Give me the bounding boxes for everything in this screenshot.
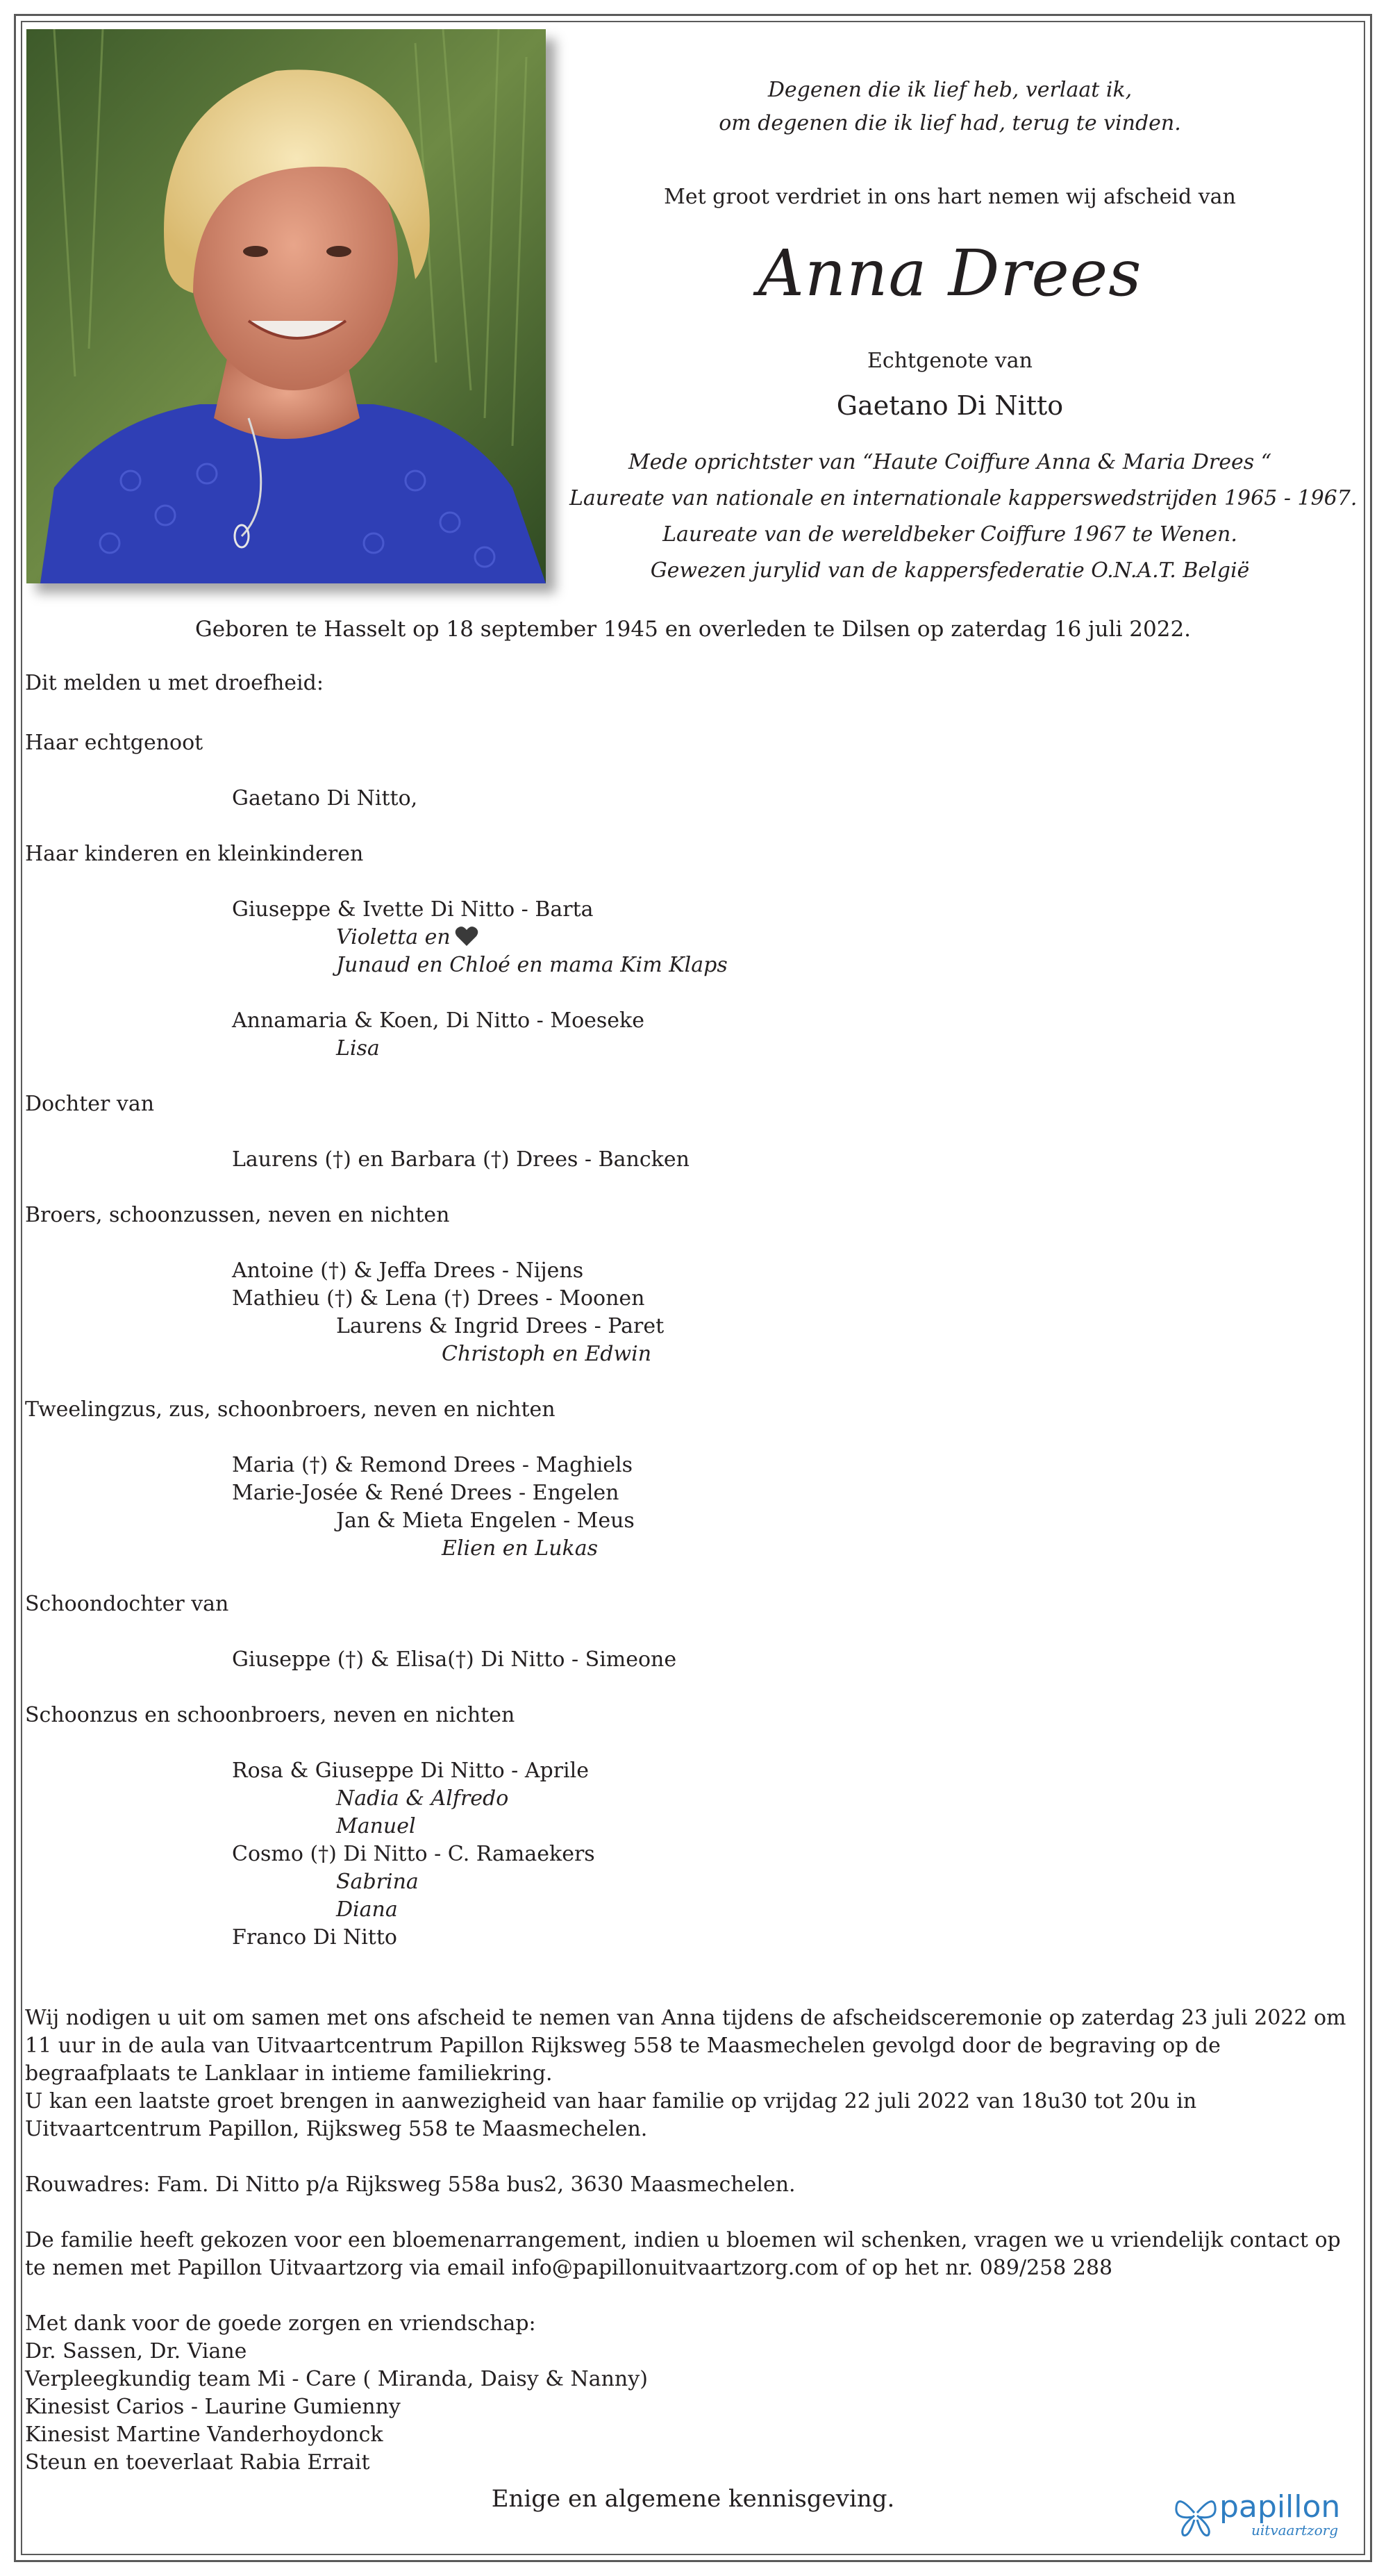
sibling-2-child: Laurens & Ingrid Drees - Paret <box>336 1314 665 1338</box>
sibling-2-grandchildren: Christoph en Edwin <box>442 1342 652 1366</box>
heart-icon <box>455 926 478 947</box>
closing-notice: Enige en algemene kennisgeving. <box>491 2485 895 2513</box>
visit-paragraph: U kan een laatste groet brengen in aanwezigheid van haar familie op vrijdag 22 juli 2022 van 18u30 tot 20u in Uitvaartcentrum Papillon, Rijksweg 558 te Maasmechelen. <box>25 2089 1197 2141</box>
logo-brand: papillon <box>1219 2489 1340 2525</box>
inlaws: Giuseppe (†) & Elisa(†) Di Nitto - Simeone <box>232 1647 677 1672</box>
bio-line-2: Laureate van nationale en internationale kapperswedstrijden 1965 - 1967. <box>569 486 1358 510</box>
bio-line-1: Mede oprichtster van “Haute Coiffure Anna & Maria Drees “ <box>628 450 1272 474</box>
child-2: Annamaria & Koen, Di Nitto - Moeseke <box>232 1008 644 1033</box>
heading-sister-in-law: Schoonzus en schoonbroers, neven en nichten <box>25 1703 515 1727</box>
thanks-line: Met dank voor de goede zorgen en vriendschap: <box>25 2311 536 2336</box>
papillon-logo <box>1174 2486 1340 2542</box>
heading-daughter-of: Dochter van <box>25 1092 155 1116</box>
sil-1-child-a: Nadia & Alfredo <box>336 1786 509 1811</box>
child-1: Giuseppe & Ivette Di Nitto - Barta <box>232 897 594 922</box>
sil-3: Franco Di Nitto <box>232 1925 397 1950</box>
sil-2-child-a: Sabrina <box>336 1870 419 1894</box>
logo-sub: uitvaartzorg <box>1251 2522 1338 2538</box>
poem-line-1: Degenen die ik lief heb, verlaat ik, <box>767 78 1133 102</box>
child-1-grandchild-a: Violetta en <box>336 925 478 949</box>
sibling-2: Mathieu (†) & Lena (†) Drees - Moonen <box>232 1286 645 1311</box>
thanks-line: Dr. Sassen, Dr. Viane <box>25 2339 247 2363</box>
heading-twin: Tweelingzus, zus, schoonbroers, neven en nichten <box>25 1397 556 1422</box>
intro-text: Met groot verdriet in ons hart nemen wij afscheid van <box>664 185 1236 209</box>
husband-name: Gaetano Di Nitto, <box>232 786 418 811</box>
thanks-line: Kinesist Martine Vanderhoydonck <box>25 2423 383 2447</box>
child-2-grandchild: Lisa <box>336 1036 380 1061</box>
twin-2-grandchildren: Elien en Lukas <box>442 1536 599 1561</box>
twin-2: Marie-Josée & René Drees - Engelen <box>232 1481 619 1505</box>
heading-children: Haar kinderen en kleinkinderen <box>25 842 364 866</box>
address-paragraph: Rouwadres: Fam. Di Nitto p/a Rijksweg 558a bus2, 3630 Maasmechelen. <box>25 2172 796 2197</box>
spouse-name: Gaetano Di Nitto <box>836 390 1064 421</box>
child-1-grandchild-b: Junaud en Chloé en mama Kim Klaps <box>336 953 728 977</box>
twin-2-child: Jan & Mieta Engelen - Meus <box>336 1509 635 1533</box>
thanks-line: Kinesist Carios - Laurine Gumienny <box>25 2395 401 2419</box>
sil-2-child-b: Diana <box>336 1897 398 1922</box>
parents: Laurens (†) en Barbara (†) Drees - Bancken <box>232 1147 690 1172</box>
sibling-1: Antoine (†) & Jeffa Drees - Nijens <box>232 1258 584 1283</box>
deceased-name: Anna Drees <box>758 236 1142 310</box>
heading-inlaws: Schoondochter van <box>25 1592 229 1616</box>
poem-line-2: om degenen die ik lief had, terug te vinden. <box>719 111 1181 135</box>
heading-siblings: Broers, schoonzussen, neven en nichten <box>25 1203 450 1227</box>
butterfly-icon <box>1176 2502 1215 2536</box>
heading-husband: Haar echtgenoot <box>25 731 203 755</box>
ceremony-paragraph: Wij nodigen u uit om samen met ons afscheid te nemen van Anna tijdens de afscheidsceremonie op zaterdag 23 juli 2022 om 11 uur in de aula van Uitvaartcentrum Papillon Rijksweg 558 te Maasmechelen gevolgd door de begraving op de begraafplaats te Lanklaar in intieme familiekring. <box>25 2006 1346 2086</box>
announce-text: Dit melden u met droefheid: <box>25 671 324 695</box>
twin-1: Maria (†) & Remond Drees - Maghiels <box>232 1453 633 1477</box>
bio-line-3: Laureate van de wereldbeker Coiffure 1967 te Wenen. <box>662 522 1237 547</box>
bio-line-4: Gewezen jurylid van de kappersfederatie O.N.A.T. België <box>650 558 1250 583</box>
flowers-paragraph: De familie heeft gekozen voor een bloemenarrangement, indien u bloemen wil schenken, vragen we u vriendelijk contact op te nemen met Papillon Uitvaartzorg via email info@papillonuitvaartzorg.com of op het nr. 089/258 288 <box>25 2228 1341 2280</box>
sil-1-child-b: Manuel <box>336 1814 416 1838</box>
thanks-line: Steun en toeverlaat Rabia Errait <box>25 2450 370 2475</box>
sil-1: Rosa & Giuseppe Di Nitto - Aprile <box>232 1759 589 1783</box>
portrait-photo <box>26 29 546 583</box>
spouse-label: Echtgenote van <box>867 349 1033 373</box>
birth-death-line: Geboren te Hasselt op 18 september 1945 en overleden te Dilsen op zaterdag 16 juli 2022. <box>194 617 1192 642</box>
thanks-line: Verpleegkundig team Mi - Care ( Miranda, Daisy & Nanny) <box>25 2367 648 2391</box>
sil-2: Cosmo (†) Di Nitto - C. Ramaekers <box>232 1842 595 1866</box>
